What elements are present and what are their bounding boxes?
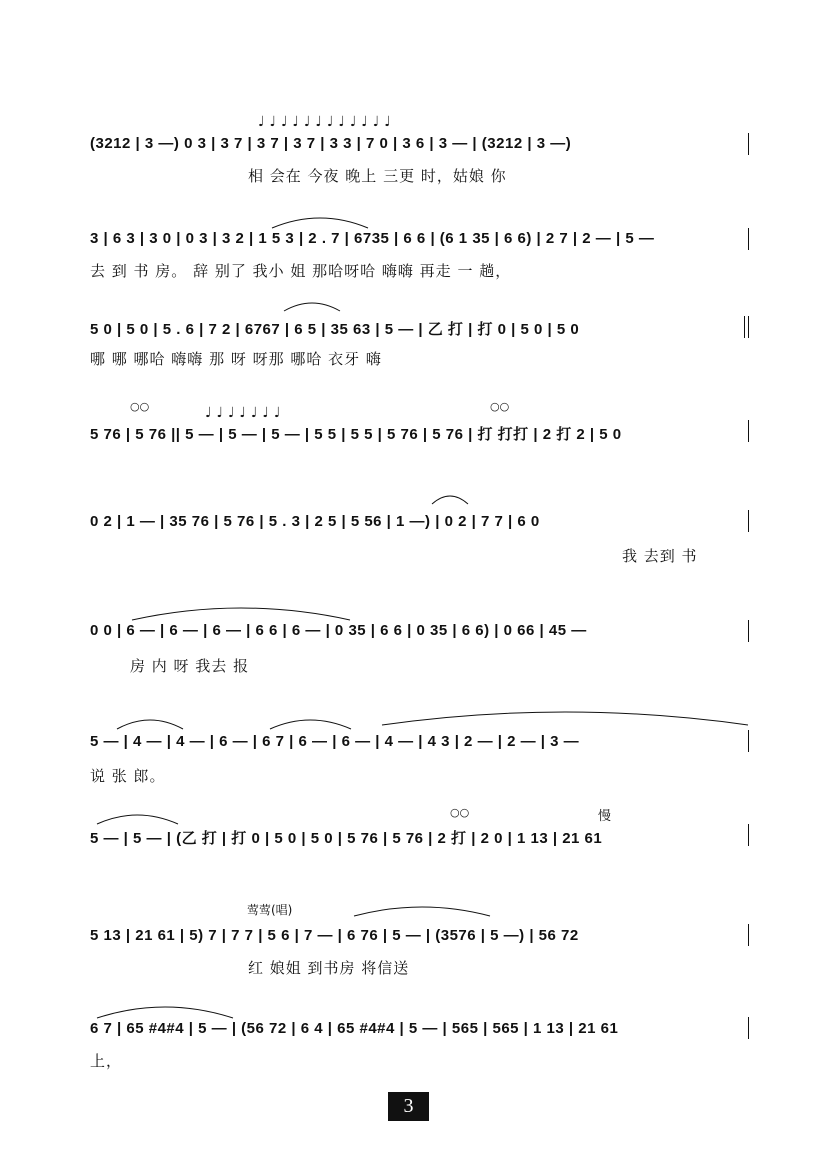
notation-line-6: 0 0 | 6 — | 6 — | 6 — | 6 6 | 6 — | 0 35 | 6 6 | 0 35 | 6 6) | 0 66 | 45 — xyxy=(90,622,587,639)
slur-mark xyxy=(115,713,185,731)
notation-line-1: (3212 | 3 —) 0 3 | 3 7 | 3 7 | 3 7 | 3 3 | 7 0 | 3 6 | 3 — | (3212 | 3 —) xyxy=(90,135,572,152)
rest-mark: ○○ xyxy=(130,400,150,413)
notation-line-5: 0 2 | 1 — | 35 76 | 5 76 | 5 . 3 | 2 5 | 5 56 | 1 —) | 0 2 | 7 7 | 6 0 xyxy=(90,513,540,530)
lyrics-line-7: 说 张 郎。 xyxy=(90,767,166,785)
slur-mark xyxy=(380,705,750,727)
slow-annotation: 慢 xyxy=(598,809,612,824)
barline xyxy=(748,924,749,946)
barline xyxy=(748,620,749,642)
tick-marks: ♩ ♩ ♩ ♩ ♩ ♩ ♩ ♩ ♩ ♩ ♩ ♩ xyxy=(258,114,391,130)
notation-line-2: 3 | 6 3 | 3 0 | 0 3 | 3 2 | 1 5 3 | 2 . 7 | 6735 | 6 6 | (6 1 35 | 6 6) | 2 7 | 2 — | 5 — xyxy=(90,230,655,247)
lyrics-line-3: 哪 哪 哪哈 嗨嗨 那 呀 呀那 哪哈 衣牙 嗨 xyxy=(90,350,382,368)
lyrics-line-6: 房 内 呀 我去 报 xyxy=(130,657,250,675)
lyrics-line-5: 我 去到 书 xyxy=(622,547,698,565)
barline xyxy=(748,1017,749,1039)
notation-line-7: 5 — | 4 — | 4 — | 6 — | 6 7 | 6 — | 6 — | 4 — | 4 3 | 2 — | 2 — | 3 — xyxy=(90,733,580,750)
barline xyxy=(748,730,749,752)
slur-mark xyxy=(352,900,492,918)
barline xyxy=(744,316,745,338)
slur-mark xyxy=(430,490,470,506)
notation-line-9: 5 13 | 21 61 | 5) 7 | 7 7 | 5 6 | 7 — | 6 76 | 5 — | (3576 | 5 —) | 56 72 xyxy=(90,927,579,944)
notation-line-4: 5 76 | 5 76 || 5 — | 5 — | 5 — | 5 5 | 5 5 | 5 76 | 5 76 | 打 打打 | 2 打 2 | 5 0 xyxy=(90,426,622,443)
barline xyxy=(748,133,749,155)
slur-mark xyxy=(130,600,352,622)
slur-mark xyxy=(95,1000,235,1020)
rest-mark: ○○ xyxy=(450,806,470,819)
page-number: 3 xyxy=(388,1092,429,1121)
barline xyxy=(748,824,749,846)
tick-marks: ♩ ♩ ♩ ♩ ♩ ♩ ♩ xyxy=(205,405,281,421)
yingying-annotation: 莺莺(唱) xyxy=(247,903,293,917)
notation-line-3: 5 0 | 5 0 | 5 . 6 | 7 2 | 6767 | 6 5 | 35 63 | 5 — | 乙 打 | 打 0 | 5 0 | 5 0 xyxy=(90,321,580,338)
lyrics-line-9: 红 娘姐 到书房 将信送 xyxy=(248,959,410,977)
barline xyxy=(748,228,749,250)
barline xyxy=(748,420,749,442)
lyrics-line-2: 去 到 书 房。 辞 别了 我小 姐 那哈呀哈 嗨嗨 再走 一 趟， xyxy=(90,262,512,280)
lyrics-line-1: 相 会在 今夜 晚上 三更 时，姑娘 你 xyxy=(248,167,507,185)
slur-mark xyxy=(268,713,353,731)
rest-mark: ○○ xyxy=(490,400,510,413)
barline xyxy=(748,510,749,532)
barline xyxy=(748,316,749,338)
slur-mark xyxy=(95,808,180,826)
lyrics-line-10: 上， xyxy=(90,1052,123,1070)
slur-mark xyxy=(270,210,370,230)
notation-line-8: 5 — | 5 — | (乙 打 | 打 0 | 5 0 | 5 0 | 5 76 | 5 76 | 2 打 | 2 0 | 1 13 | 21 61 xyxy=(90,830,603,847)
notation-line-10: 6 7 | 65 #4#4 | 5 — | (56 72 | 6 4 | 65 #4#4 | 5 — | 565 | 565 | 1 13 | 21 61 xyxy=(90,1020,619,1037)
slur-mark xyxy=(282,297,342,313)
